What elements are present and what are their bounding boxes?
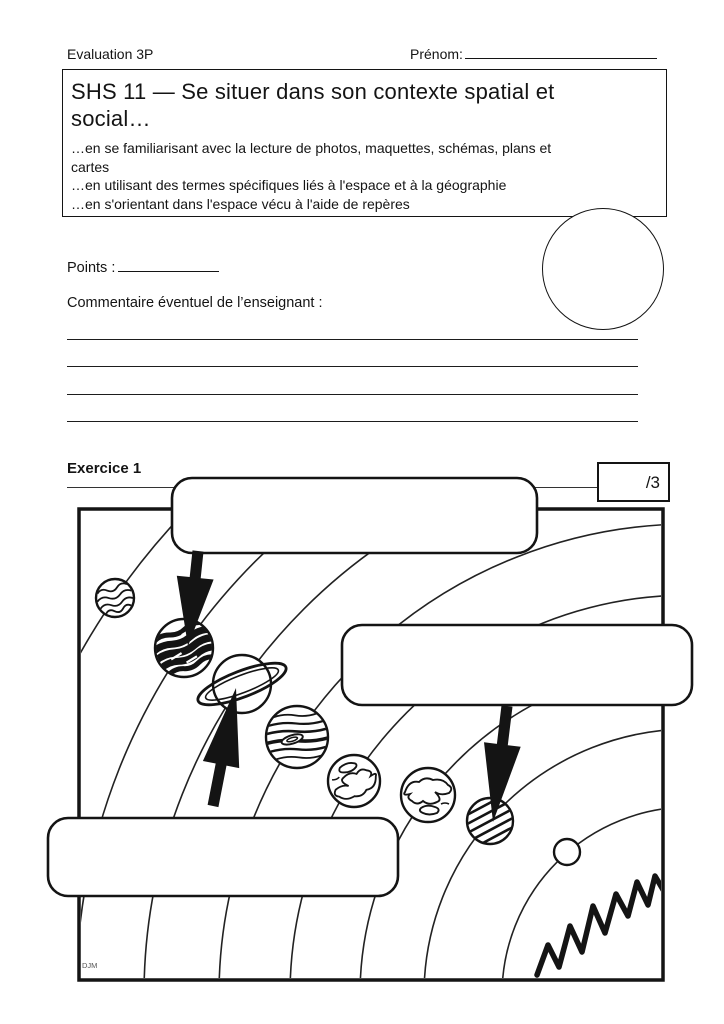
comment-line[interactable] (67, 394, 638, 395)
comment-line[interactable] (67, 339, 638, 340)
name-label: Prénom: (410, 46, 463, 62)
comment-line[interactable] (67, 366, 638, 367)
points-label: Points : (67, 260, 116, 276)
goal-line: …en se familiarisant avec la lecture de photos, maquettes, schémas, plans et (71, 140, 552, 156)
goal-line: cartes (71, 158, 110, 175)
planet-mars-icon (327, 755, 382, 807)
score-label: /3 (645, 473, 660, 492)
goal-line: …en utilisant des termes spécifiques liés à l'espace et à la géographie (71, 177, 507, 193)
score-box (597, 462, 670, 502)
objective-title (71, 78, 658, 132)
credit-text: DJM (82, 961, 98, 970)
answer-box-1[interactable] (172, 478, 537, 553)
answer-box-2[interactable] (342, 625, 692, 705)
title-line: social… (71, 106, 151, 131)
exercise-title: Exercice 1 (67, 460, 142, 477)
comment-line[interactable] (67, 421, 638, 422)
evaluation-label: Evaluation 3P (67, 46, 154, 62)
points-row (67, 259, 219, 276)
objective-goals (71, 139, 658, 213)
points-field[interactable] (118, 259, 219, 272)
objective-box (62, 69, 667, 217)
planet-earth-icon (401, 768, 455, 822)
solar-system-figure (40, 460, 710, 990)
student-name-field[interactable] (465, 46, 657, 59)
planet-jupiter-icon (265, 706, 329, 768)
grade-circle (542, 208, 664, 330)
planet-mercury-icon (554, 839, 580, 865)
name-row (410, 46, 657, 62)
title-line: SHS 11 — Se situer dans son contexte spatial et (71, 79, 555, 104)
answer-box-3[interactable] (48, 818, 398, 896)
goal-line: …en s'orientant dans l'espace vécu à l'aide de repères (71, 195, 410, 212)
comment-label: Commentaire éventuel de l’enseignant : (67, 295, 323, 311)
